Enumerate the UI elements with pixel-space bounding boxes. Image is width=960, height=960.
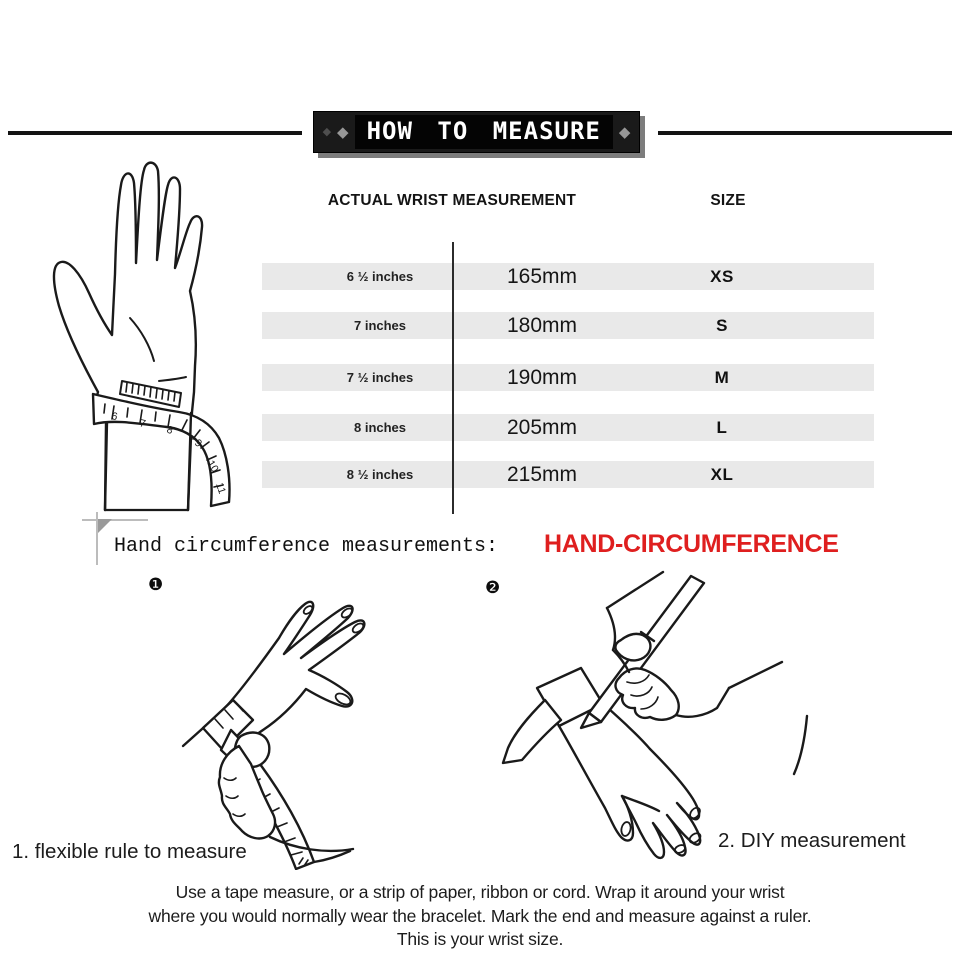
table-column-divider [452,242,454,514]
tape-band [93,381,230,510]
tape-number: 9 [192,436,205,450]
wrist-inches: 7 ½ inches [346,370,414,385]
wrist-mm: 205mm [506,416,578,439]
header-rule-right [658,131,952,135]
tape-number: 7 [138,417,147,431]
diamond-icon: ◆ [337,123,349,141]
circumference-highlight: HAND-CIRCUMFERENCE [544,530,839,558]
gripping-fingers [613,634,679,720]
table-row [262,312,874,339]
page-title: HOW TO MEASURE [355,115,613,149]
wrist-inches: 6 ½ inches [346,269,414,284]
wrist-tape-illustration [35,160,270,520]
wrist-mm: 165mm [506,265,578,288]
diy-marking-illustration [495,570,835,870]
measured-hand [559,700,702,858]
footer-line-1: Use a tape measure, or a strip of paper, ribbon or cord. Wrap it around your wrist [175,882,785,902]
method-2-caption: 2. DIY measurement [718,829,906,852]
tape-number: 6 [110,410,119,424]
table-row [262,414,874,441]
corner-mark-arrow [98,519,112,533]
hand-outline [54,163,205,510]
diamond-icon: ◆ [618,123,631,141]
footer-instructions [0,881,960,952]
header-rule-left [8,131,302,135]
wrist-mm: 190mm [506,366,578,389]
wrist-inches: 8 inches [353,420,407,435]
size-value: M [714,368,730,387]
wrist-mm: 180mm [506,314,578,337]
tape-number: 10 [204,458,221,475]
method-1-bullet: ❶ [148,575,164,594]
wrist-inches: 7 inches [353,318,407,333]
corner-mark-horizontal [82,519,148,521]
size-value: XS [710,267,734,286]
wrist-mm: 215mm [506,463,578,486]
table-row [262,461,874,488]
size-value: L [716,418,728,437]
size-value: S [716,316,728,335]
method-1-caption: 1. flexible rule to measure [12,840,247,863]
wrist-inches: 8 ½ inches [346,467,414,482]
flexible-rule-illustration [175,588,465,870]
column-header-size: SIZE [710,192,746,209]
tape-number: 11 [213,481,228,496]
footer-line-3: This is your wrist size. [396,929,564,949]
table-row [262,263,874,290]
footer-line-2: where you would normally wear the bracelet. Mark the end and measure against a ruler. [148,905,812,926]
method-2-bullet: ❷ [485,578,501,597]
tape-number: 8 [164,423,175,437]
size-value: XL [710,465,734,484]
table-row [262,364,874,391]
header-banner [313,111,640,153]
diamond-icon: ◆ [322,125,332,138]
column-header-measurement: ACTUAL WRIST MEASUREMENT [327,192,577,209]
circumference-label: Hand circumference measurements: [114,535,499,558]
